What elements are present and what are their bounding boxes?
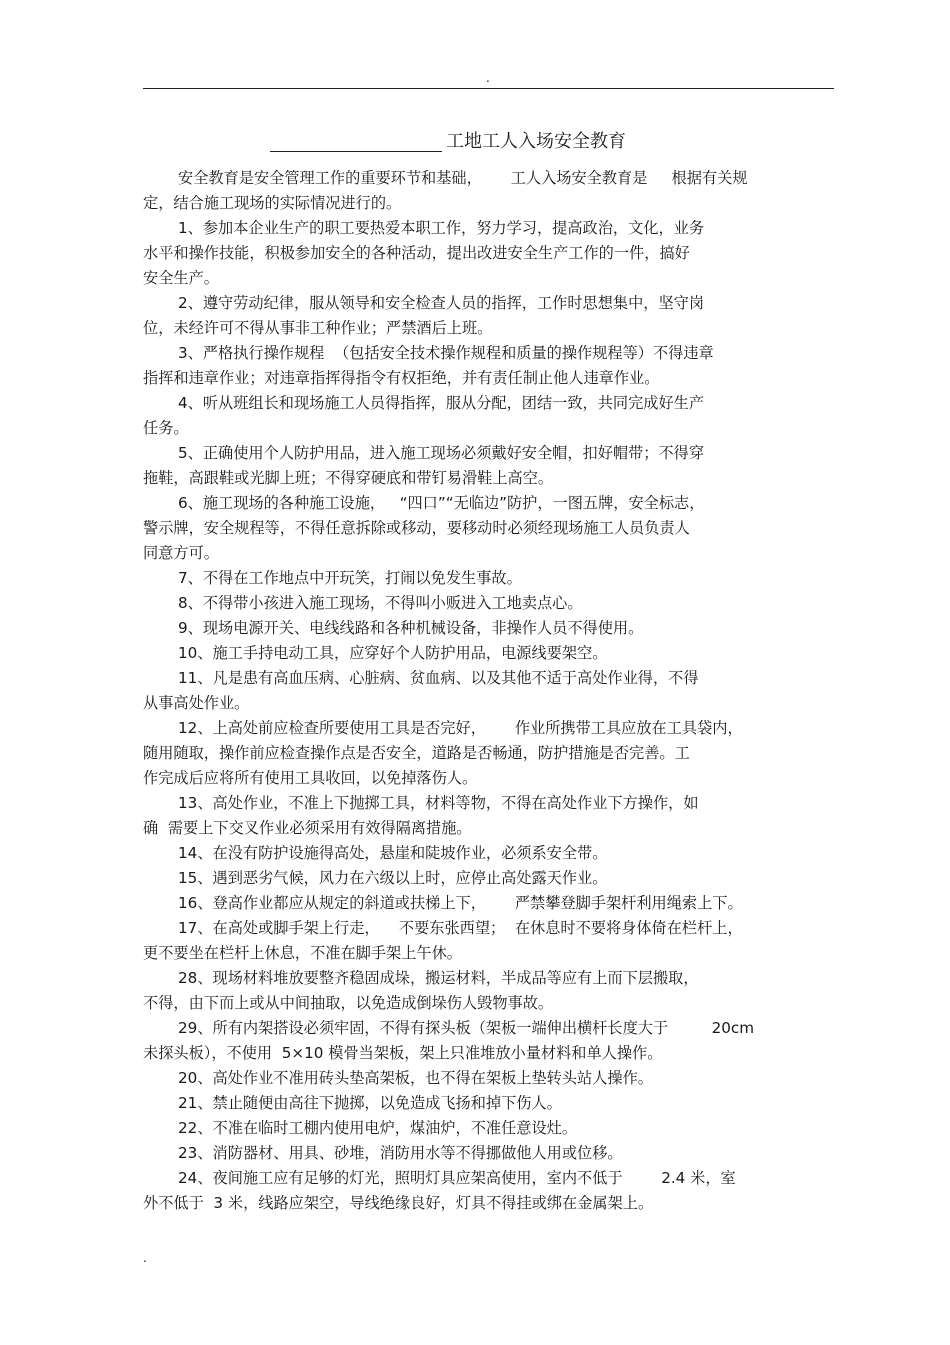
paragraph-line: 8、不得带小孩进入施工现场，不得叫小贩进入工地卖点心。 bbox=[178, 594, 583, 612]
paragraph-line: 14、在没有防护设施得高处，悬崖和陡坡作业，必须系安全带。 bbox=[178, 844, 608, 862]
paragraph bbox=[143, 616, 843, 641]
paragraph bbox=[143, 641, 843, 666]
paragraph bbox=[143, 1166, 843, 1216]
header-dot: . bbox=[486, 71, 490, 85]
paragraph bbox=[143, 666, 843, 716]
paragraph-line: 安全生产。 bbox=[143, 269, 219, 287]
paragraph bbox=[143, 791, 843, 841]
paragraph-line: 3、严格执行操作规程 （包括安全技术操作规程和质量的操作规程等）不得违章 bbox=[178, 344, 714, 362]
paragraph-line: 29、所有内架搭设必须牢固，不得有探头板（架板一端伸出横杆长度大于 20cm bbox=[178, 1019, 755, 1037]
paragraph-line: 未探头板），不使用 5×10 模骨当架板，架上只准堆放小量材料和单人操作。 bbox=[143, 1044, 663, 1062]
paragraph bbox=[143, 916, 843, 966]
paragraph-line: 同意方可。 bbox=[143, 544, 219, 562]
paragraph-line: 11、凡是患有高血压病、心脏病、贫血病、以及其他不适于高处作业得，不得 bbox=[178, 669, 699, 687]
paragraph bbox=[143, 441, 843, 491]
paragraph bbox=[143, 1141, 843, 1166]
paragraph-line: 外不低于 3 米，线路应架空，导线绝缘良好，灯具不得挂或绑在金属架上。 bbox=[143, 1194, 654, 1212]
paragraph-line: 7、不得在工作地点中开玩笑，打闹以免发生事故。 bbox=[178, 569, 522, 587]
paragraph-line: 16、登高作业都应从规定的斜道或扶梯上下， 严禁攀登脚手架杆利用绳索上下。 bbox=[178, 894, 743, 912]
paragraph bbox=[143, 841, 843, 866]
paragraph-line: 水平和操作技能，积极参加安全的各种活动，提出改进安全生产工作的一件，搞好 bbox=[143, 244, 690, 262]
paragraph bbox=[143, 1116, 843, 1141]
paragraph-line: 拖鞋，高跟鞋或光脚上班；不得穿硬底和带钉易滑鞋上高空。 bbox=[143, 469, 554, 487]
paragraph-line: 随用随取，操作前应检查操作点是否安全，道路是否畅通，防护措施是否完善。工 bbox=[143, 744, 690, 762]
paragraph-line: 更不要坐在栏杆上休息，不准在脚手架上午休。 bbox=[143, 944, 462, 962]
paragraph bbox=[143, 591, 843, 616]
footer-dot: . bbox=[143, 1251, 147, 1265]
paragraph-line: 13、高处作业，不准上下抛掷工具，材料等物，不得在高处作业下方操作，如 bbox=[178, 794, 699, 812]
paragraph bbox=[143, 1016, 843, 1066]
paragraph-line: 位，未经许可不得从事非工种作业；严禁酒后上班。 bbox=[143, 319, 493, 337]
paragraph-line: 17、在高处或脚手架上行走， 不要东张西望； 在休息时不要将身体倚在栏杆上， bbox=[178, 919, 743, 937]
paragraph-line: 2、遵守劳动纪律，服从领导和安全检查人员的指挥，工作时思想集中，坚守岗 bbox=[178, 294, 705, 312]
paragraph bbox=[143, 391, 843, 441]
paragraph bbox=[143, 891, 843, 916]
paragraph bbox=[143, 566, 843, 591]
paragraph-line: 20、高处作业不准用砖头垫高架板，也不得在架板上垫转头站人操作。 bbox=[178, 1069, 653, 1087]
paragraph bbox=[143, 166, 843, 216]
paragraph bbox=[143, 291, 843, 341]
document-body bbox=[143, 166, 843, 1216]
paragraph-line: 作完成后应将所有使用工具收回，以免掉落伤人。 bbox=[143, 769, 478, 787]
paragraph bbox=[143, 716, 843, 791]
paragraph bbox=[143, 216, 843, 291]
header-rule bbox=[143, 88, 834, 89]
title-blank-underline bbox=[270, 151, 442, 152]
paragraph-line: 6、施工现场的各种施工设施， “四口”“无临边”防护，一图五牌，安全标志， bbox=[178, 494, 705, 512]
paragraph bbox=[143, 866, 843, 891]
paragraph-line: 9、现场电源开关、电线线路和各种机械设备，非操作人员不得使用。 bbox=[178, 619, 644, 637]
paragraph-line: 指挥和违章作业；对违章指挥得指令有权拒绝，并有责任制止他人违章作业。 bbox=[143, 369, 660, 387]
paragraph-line: 1、参加本企业生产的职工要热爱本职工作，努力学习，提高政治，文化，业务 bbox=[178, 219, 705, 237]
paragraph-line: 从事高处作业。 bbox=[143, 694, 250, 712]
paragraph-line: 22、不准在临时工棚内使用电炉，煤油炉，不准任意设灶。 bbox=[178, 1119, 578, 1137]
paragraph-line: 确 需要上下交叉作业必须采用有效得隔离措施。 bbox=[143, 819, 472, 837]
paragraph bbox=[143, 1091, 843, 1116]
paragraph-line: 4、听从班组长和现场施工人员得指挥，服从分配，团结一致，共同完成好生产 bbox=[178, 394, 705, 412]
paragraph-line: 安全教育是安全管理工作的重要环节和基础， 工人入场安全教育是 根据有关规 bbox=[178, 169, 748, 187]
paragraph-line: 24、夜间施工应有足够的灯光，照明灯具应架高使用，室内不低于 2.4 米，室 bbox=[178, 1169, 736, 1187]
paragraph bbox=[143, 341, 843, 391]
paragraph-line: 不得，由下而上或从中间抽取，以免造成倒垛伤人毁物事故。 bbox=[143, 994, 554, 1012]
paragraph-line: 警示牌，安全规程等，不得任意拆除或移动，要移动时必须经现场施工人员负责人 bbox=[143, 519, 690, 537]
paragraph-line: 10、施工手持电动工具，应穿好个人防护用品，电源线要架空。 bbox=[178, 644, 608, 662]
paragraph bbox=[143, 1066, 843, 1091]
paragraph bbox=[143, 491, 843, 566]
paragraph-line: 定，结合施工现场的实际情况进行的。 bbox=[143, 194, 402, 212]
paragraph-line: 12、上高处前应检查所要使用工具是否完好， 作业所携带工具应放在工具袋内， bbox=[178, 719, 743, 737]
paragraph bbox=[143, 966, 843, 1016]
paragraph-line: 21、禁止随便由高往下抛掷，以免造成飞扬和掉下伤人。 bbox=[178, 1094, 562, 1112]
paragraph-line: 5、正确使用个人防护用品，进入施工现场必须戴好安全帽，扣好帽带；不得穿 bbox=[178, 444, 705, 462]
paragraph-line: 28、现场材料堆放要整齐稳固成垛，搬运材料，半成品等应有上而下层搬取， bbox=[178, 969, 699, 987]
paragraph-line: 23、消防器材、用具、砂堆，消防用水等不得挪做他人用或位移。 bbox=[178, 1144, 623, 1162]
paragraph-line: 15、遇到恶劣气候，风力在六级以上时，应停止高处露天作业。 bbox=[178, 869, 608, 887]
page-title: 工地工人入场安全教育 bbox=[446, 131, 626, 152]
paragraph-line: 任务。 bbox=[143, 419, 189, 437]
